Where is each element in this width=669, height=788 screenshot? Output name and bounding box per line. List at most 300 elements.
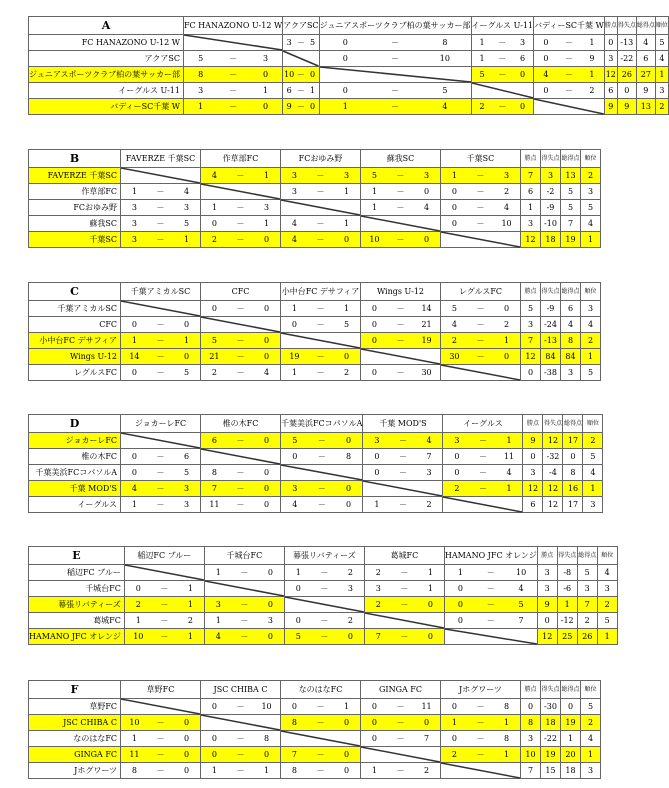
score-home: 3 (292, 484, 298, 493)
score-dash: － (320, 616, 329, 625)
row-team-name: 椎の木FC (29, 449, 121, 465)
score-dash: － (398, 452, 407, 461)
score-dash: － (160, 616, 169, 625)
score-dash: － (316, 304, 325, 313)
rank-value: 4 (581, 731, 601, 747)
score-dash: － (316, 219, 325, 228)
row-team-name: バディーSC千葉 W (29, 99, 184, 115)
diagonal-line (472, 83, 534, 98)
score-home: 1 (451, 718, 457, 727)
score-dash: － (476, 187, 485, 196)
match-score (281, 715, 361, 731)
diagonal-line (281, 465, 362, 480)
diagonal-cell (121, 699, 201, 715)
score-dash: － (396, 734, 405, 743)
score-away: 4 (504, 203, 510, 212)
score-dash: － (396, 187, 405, 196)
score-home: 1 (371, 766, 377, 775)
score-home: 2 (211, 368, 217, 377)
score-dash: － (236, 734, 245, 743)
score-home: 9 (286, 102, 292, 111)
points-value: 12 (537, 629, 557, 645)
rank-value: 3 (597, 581, 617, 597)
points-value: 3 (523, 465, 543, 481)
score-home: 5 (198, 54, 204, 63)
score-away: 0 (267, 600, 273, 609)
row-team-name: Wings U-12 (29, 349, 121, 365)
match-score (121, 481, 201, 497)
score-away: 0 (262, 70, 269, 79)
score-dash: － (486, 616, 495, 625)
score-dash: － (320, 584, 329, 593)
goals-value: 1 (561, 731, 581, 747)
score-away: 4 (264, 368, 270, 377)
score-dash: － (476, 336, 485, 345)
score-away: 10 (501, 219, 512, 228)
score-dash: － (396, 304, 405, 313)
points-value: 12 (523, 481, 543, 497)
header-row (29, 150, 601, 168)
rank-value: 2 (655, 99, 668, 115)
goals-value: 19 (561, 715, 581, 731)
score-away: 3 (184, 500, 190, 509)
score-home: 4 (291, 219, 297, 228)
points-value: 3 (604, 51, 617, 67)
diagonal-cell (283, 51, 319, 67)
goals-value: 27 (636, 67, 655, 83)
diagonal-line (361, 216, 440, 231)
score-dash: － (486, 600, 495, 609)
stat-header-goals: 総得点 (561, 681, 581, 699)
row-team-name: なのはなFC (29, 731, 121, 747)
goals-value: 0 (563, 449, 583, 465)
score-dash: － (236, 219, 245, 228)
goal-diff-value: -9 (541, 200, 561, 216)
row-team-name: GINGA FC (29, 747, 121, 763)
stat-header-diff: 得失点 (543, 415, 563, 433)
group-table-d (28, 414, 603, 513)
header-row (29, 681, 601, 699)
match-score (441, 216, 521, 232)
score-home: 1 (131, 336, 137, 345)
score-away: 0 (427, 600, 433, 609)
column-team-name: HAMANO JFC オレンジ (444, 547, 537, 565)
match-score (361, 763, 441, 779)
score-dash: － (156, 336, 165, 345)
group-label: D (29, 415, 121, 433)
column-team-name: 作草部FC (201, 150, 281, 168)
score-dash: － (476, 320, 485, 329)
score-away: 0 (344, 766, 350, 775)
score-away: 0 (424, 235, 430, 244)
score-dash: － (498, 102, 507, 111)
column-team-name: なのはなFC (281, 681, 361, 699)
match-score (204, 613, 284, 629)
score-home: 3 (374, 436, 380, 445)
score-dash: － (478, 436, 487, 445)
score-dash: － (476, 718, 485, 727)
score-away: 0 (424, 187, 430, 196)
column-team-name: Jホグワーツ (441, 681, 521, 699)
group-table-c (28, 282, 601, 381)
group-label: C (29, 283, 121, 301)
score-dash: － (476, 304, 485, 313)
goal-diff-value: -2 (541, 184, 561, 200)
score-away: 1 (262, 86, 269, 95)
score-away: 0 (504, 304, 510, 313)
score-home: 3 (198, 86, 204, 95)
group-label: F (29, 681, 121, 699)
match-score (441, 317, 521, 333)
score-home: 1 (479, 38, 485, 47)
column-team-name: イーグルス (443, 415, 523, 433)
diagonal-line (201, 317, 280, 332)
score-away: 5 (518, 600, 524, 609)
score-dash: － (396, 171, 405, 180)
score-away: 0 (264, 304, 270, 313)
score-dash: － (396, 368, 405, 377)
score-dash: － (229, 102, 238, 111)
goal-diff-value: -9 (541, 301, 561, 317)
goals-value: 17 (563, 497, 583, 513)
score-away: 3 (426, 468, 432, 477)
score-dash: － (240, 632, 249, 641)
score-home: 0 (543, 54, 549, 63)
match-score (534, 51, 605, 67)
score-home: 0 (454, 468, 460, 477)
score-dash: － (160, 600, 169, 609)
points-value: 5 (521, 301, 541, 317)
score-dash: － (156, 500, 165, 509)
score-dash: － (236, 304, 245, 313)
team-row (29, 317, 601, 333)
score-away: 3 (344, 171, 350, 180)
score-away: 14 (421, 304, 432, 313)
row-team-name: 稲辺FC ブルー (29, 565, 125, 581)
match-score (201, 232, 281, 248)
goals-value: 5 (561, 200, 581, 216)
goals-value: 4 (636, 35, 655, 51)
score-home: 11 (129, 750, 140, 759)
score-away: 10 (439, 54, 450, 63)
score-home: 1 (451, 171, 457, 180)
score-away: 5 (309, 38, 316, 47)
score-away: 1 (506, 484, 512, 493)
score-away: 3 (504, 171, 510, 180)
score-dash: － (296, 70, 305, 79)
score-home: 4 (211, 171, 217, 180)
score-dash: － (236, 368, 245, 377)
column-team-name: ジョカーレFC (121, 415, 201, 433)
stat-header-rank: 順位 (581, 283, 601, 301)
team-row (29, 629, 618, 645)
match-score (441, 301, 521, 317)
diagonal-cell (284, 597, 364, 613)
score-home: 0 (371, 368, 377, 377)
column-team-name: FCおゆみ野 (281, 150, 361, 168)
score-dash: － (316, 718, 325, 727)
match-score (441, 200, 521, 216)
score-away: 4 (506, 468, 512, 477)
score-away: 1 (427, 568, 433, 577)
match-score (201, 433, 281, 449)
score-away: 1 (264, 219, 270, 228)
diagonal-cell (281, 465, 363, 481)
score-home: 1 (135, 616, 141, 625)
goals-value: 2 (577, 613, 597, 629)
score-home: 0 (342, 54, 348, 63)
score-dash: － (236, 235, 245, 244)
match-score (281, 365, 361, 381)
match-score (281, 232, 361, 248)
match-score (121, 184, 201, 200)
diagonal-cell (361, 349, 441, 365)
match-score (124, 581, 204, 597)
match-score (124, 629, 204, 645)
score-away: 0 (346, 436, 352, 445)
diagonal-line (121, 699, 200, 714)
column-team-name: 葛城FC (364, 547, 444, 565)
match-score (534, 35, 605, 51)
team-row (29, 597, 618, 613)
score-dash: － (236, 171, 245, 180)
score-away: 2 (589, 86, 595, 95)
match-score (201, 333, 281, 349)
score-dash: － (476, 203, 485, 212)
column-team-name: 千葉アミカルSC (121, 283, 201, 301)
score-dash: － (229, 54, 238, 63)
match-score (363, 465, 443, 481)
score-home: 1 (479, 54, 485, 63)
score-dash: － (476, 219, 485, 228)
stat-header-rank: 順位 (581, 150, 601, 168)
team-row (29, 99, 669, 115)
row-team-name: 作草部FC (29, 184, 121, 200)
diagonal-line (201, 449, 280, 464)
row-team-name: HAMANO JFC オレンジ (29, 629, 125, 645)
match-score (204, 565, 284, 581)
score-dash: － (317, 500, 326, 509)
diagonal-line (205, 581, 284, 596)
goal-diff-value: 12 (543, 481, 563, 497)
row-team-name: FC HANAZONO U-12 W (29, 35, 184, 51)
score-home: 0 (342, 38, 348, 47)
score-dash: － (236, 352, 245, 361)
match-score (201, 465, 281, 481)
score-away: 1 (504, 718, 510, 727)
match-score (471, 67, 534, 83)
goals-value: 4 (561, 317, 581, 333)
score-away: 10 (516, 568, 527, 577)
score-dash: － (564, 38, 573, 47)
column-team-name: アクアSC (283, 17, 319, 35)
score-away: 1 (184, 235, 190, 244)
match-score (443, 481, 523, 497)
diagonal-cell (364, 613, 444, 629)
team-row (29, 365, 601, 381)
score-dash: － (316, 702, 325, 711)
score-home: 3 (286, 38, 292, 47)
goals-value: 7 (577, 597, 597, 613)
diagonal-cell (319, 67, 471, 83)
match-score (441, 715, 521, 731)
score-away: 0 (264, 235, 270, 244)
match-score (471, 35, 534, 51)
score-dash: － (486, 568, 495, 577)
score-home: 10 (369, 235, 380, 244)
column-team-name: 稲辺FC ブルー (124, 547, 204, 565)
score-away: 1 (184, 336, 190, 345)
score-dash: － (317, 452, 326, 461)
goal-diff-value: -24 (541, 317, 561, 333)
row-team-name: Jホグワーツ (29, 763, 121, 779)
score-home: 0 (342, 86, 348, 95)
column-team-name: 千葉SC (441, 150, 521, 168)
score-away: 3 (267, 616, 273, 625)
score-away: 0 (520, 70, 526, 79)
goal-diff-value: -8 (557, 565, 577, 581)
team-row (29, 200, 601, 216)
score-home: 4 (451, 320, 457, 329)
group-table-f (28, 680, 601, 779)
match-score (319, 51, 471, 67)
score-dash: － (391, 102, 400, 111)
score-home: 3 (291, 171, 297, 180)
match-score (281, 349, 361, 365)
team-row (29, 481, 603, 497)
score-away: 19 (421, 336, 432, 345)
match-score (121, 317, 201, 333)
match-score (319, 99, 471, 115)
score-away: 4 (518, 584, 524, 593)
goals-value: 8 (561, 333, 581, 349)
match-score (284, 613, 364, 629)
stat-header-rank: 順位 (597, 547, 617, 565)
stat-header-goals: 総得点 (577, 547, 597, 565)
score-home: 6 (211, 436, 217, 445)
goal-diff-value: -10 (541, 216, 561, 232)
match-score (471, 99, 534, 115)
match-score (361, 731, 441, 747)
score-home: 4 (543, 70, 549, 79)
diagonal-line (441, 763, 520, 778)
stat-header-diff: 得失点 (617, 17, 636, 35)
score-away: 1 (344, 219, 350, 228)
goals-value: 18 (561, 763, 581, 779)
match-score (361, 184, 441, 200)
score-home: 1 (342, 102, 348, 111)
score-away: 8 (346, 452, 352, 461)
diagonal-line (363, 481, 442, 496)
score-dash: － (564, 86, 573, 95)
header-row (29, 415, 603, 433)
diagonal-cell (441, 232, 521, 248)
goals-value: 26 (577, 629, 597, 645)
score-dash: － (316, 352, 325, 361)
score-dash: － (160, 632, 169, 641)
match-score (121, 465, 201, 481)
score-dash: － (316, 766, 325, 775)
score-home: 0 (131, 368, 137, 377)
diagonal-cell (361, 216, 441, 232)
team-row (29, 83, 669, 99)
score-home: 4 (215, 632, 221, 641)
score-dash: － (398, 500, 407, 509)
match-score (361, 715, 441, 731)
goal-diff-value: -32 (543, 449, 563, 465)
score-away: 0 (184, 734, 190, 743)
header-row (29, 547, 618, 565)
score-home: 1 (291, 304, 297, 313)
points-value: 7 (521, 763, 541, 779)
score-away: 3 (520, 38, 526, 47)
match-score (201, 349, 281, 365)
points-value: 3 (537, 581, 557, 597)
score-away: 10 (261, 702, 272, 711)
score-home: 2 (375, 600, 381, 609)
score-dash: － (391, 86, 400, 95)
rank-value: 4 (583, 465, 603, 481)
points-value: 0 (523, 449, 543, 465)
team-row (29, 581, 618, 597)
match-score (444, 613, 537, 629)
goal-diff-value: -4 (543, 465, 563, 481)
score-away: 11 (421, 702, 432, 711)
score-dash: － (396, 320, 405, 329)
score-dash: － (396, 203, 405, 212)
match-score (124, 597, 204, 613)
score-away: 0 (264, 484, 270, 493)
column-team-name: バディーSC千葉 W (534, 17, 605, 35)
match-score (281, 747, 361, 763)
score-dash: － (236, 468, 245, 477)
match-score (441, 349, 521, 365)
match-score (183, 83, 282, 99)
score-home: 2 (451, 336, 457, 345)
score-home: 0 (457, 616, 464, 625)
diagonal-line (201, 184, 280, 199)
score-away: 1 (187, 600, 193, 609)
score-home: 2 (451, 750, 457, 759)
diagonal-cell (471, 83, 534, 99)
score-away: 6 (184, 452, 190, 461)
match-score (121, 747, 201, 763)
match-score (183, 99, 282, 115)
diagonal-line (441, 232, 520, 247)
score-home: 5 (292, 436, 298, 445)
score-home: 1 (131, 734, 137, 743)
match-score (281, 301, 361, 317)
goal-diff-value: 1 (557, 597, 577, 613)
diagonal-line (201, 715, 280, 730)
score-home: 5 (479, 70, 485, 79)
rank-value: 2 (597, 597, 617, 613)
score-dash: － (476, 352, 485, 361)
group-label: A (29, 17, 184, 35)
diagonal-cell (281, 731, 361, 747)
row-team-name: CFC (29, 317, 121, 333)
rank-value: 2 (581, 333, 601, 349)
rank-value: 3 (581, 301, 601, 317)
score-away: 3 (184, 203, 190, 212)
score-home: 1 (211, 203, 217, 212)
match-score (124, 613, 204, 629)
score-away: 0 (520, 102, 526, 111)
score-away: 1 (427, 584, 433, 593)
score-away: 2 (347, 568, 353, 577)
team-row (29, 301, 601, 317)
column-team-name: レグルスFC (441, 283, 521, 301)
